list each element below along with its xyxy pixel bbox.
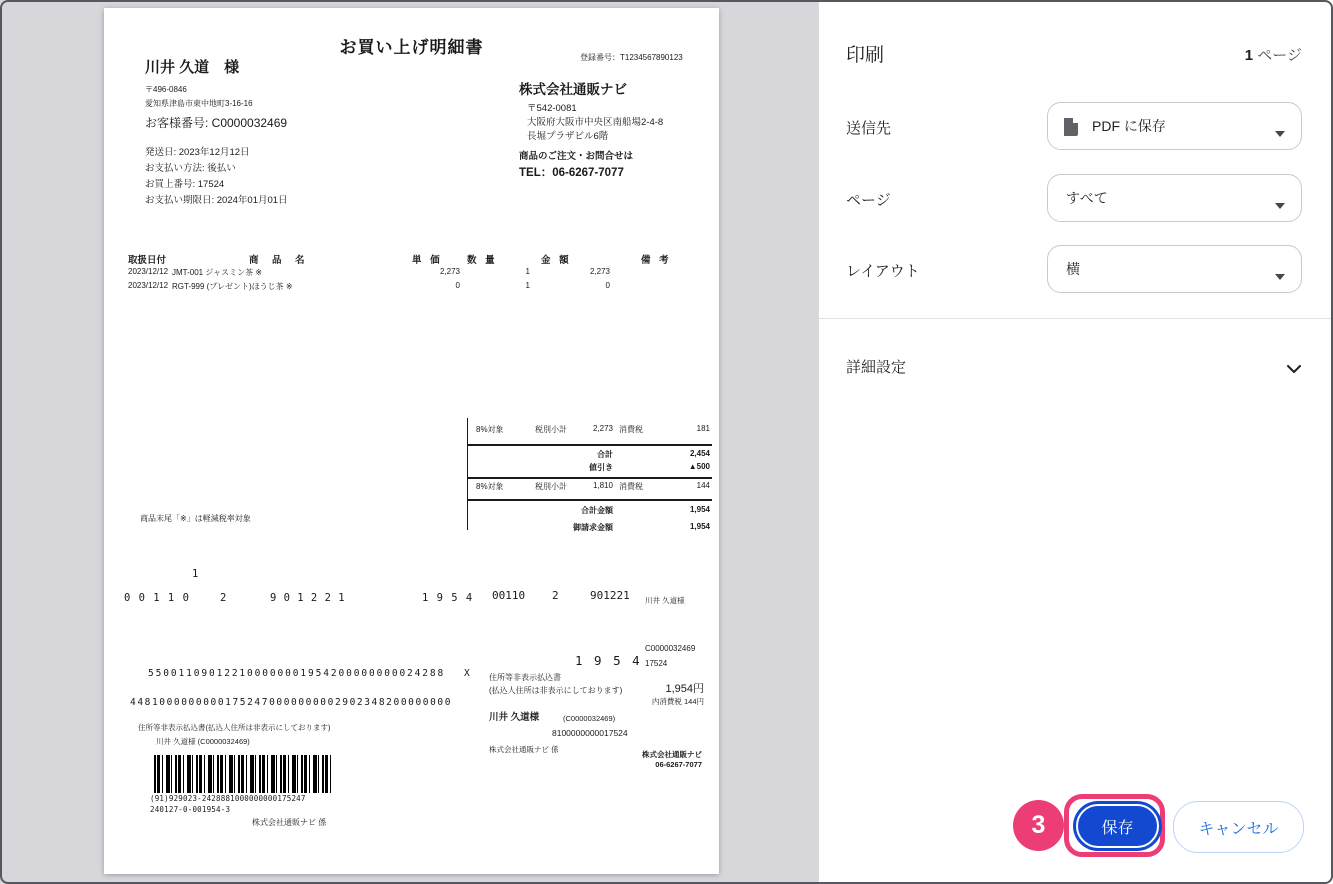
barcode-text-2: 240127-0-001954-3 (150, 805, 231, 814)
company-address2: 長堀プラザビル6階 (527, 131, 609, 142)
pages-label: ページ (846, 192, 891, 209)
customer-number: お客様番号: C0000032469 (145, 116, 288, 130)
document-page: お買い上げ明細書 登録番号：T1234567890123 川井 久道 様 〒496-0846 愛知県津島市東中地町3-16-16 お客様番号: C0000032469 発送日: 2023年12月12日 お支払い方法: 後払い お買上番号: 17524 お支払い期限日: 2024年01月01日 株式会社通販ナビ 〒542-0081 大阪府大阪市中央区南船場2-4-8 長堀プラザビル6階 商品のご注文・お問合せは TEL：06-6267-7077 取扱日付 商 品 名 単 価 数 量 金 額 備 考 2023/12/12 JMT-001 ジャスミン茶 ※ 2,273 1 2,273 2023/12/12 RGT-999 (プレゼント)ほうじ茶 ※ 0 1 0 8%対象 税別小計 2,273 消費税 181 合計 2,454 値引き ▲500 8%対象 税別小計 1,810 消費税 144 合計金額 1,954 御請求金額 1,954 商品末尾「※」は軽減税率対象 1 0 0 1 1 0 2 9 0 1 2 2 1 1 9 5 4 00110 2 901221 川井 久道様 1 9 5 4 C0000032469 17524 550011090122100000001954200000000024288 X 44810000000001752470000000002902348200000000 住所等非表示払込書 (払込人住所は非表示にしております) 1,954円 内消費税 144円 住所等非表示払込書(払込人住所は非表示にしております) 川井 久道様 (C0000032469) 川井 久道様 (C0000032469) 8100000000017524 株式会社通販ナビ 係 (91)929023-2428881000000000175247 240127-0-001954-3 株式会社通販ナビ 係 株式会社通販ナビ 06-6267-7077 (104, 8, 719, 874)
tax-summary-table: 8%対象 税別小計 2,273 消費税 181 合計 2,454 値引き ▲500 8%対象 税別小計 1,810 消費税 144 合計金額 1,954 御請求金額 1,954 (467, 418, 712, 530)
company-contact-note: 商品のご注文・お問合せは (519, 151, 634, 162)
save-button-label: 保存 (1101, 819, 1134, 837)
payment-method: お支払い方法: 後払い (145, 163, 236, 174)
col-header-date: 取扱日付 (128, 255, 167, 266)
panel-divider (819, 318, 1333, 319)
company-tel: TEL：06-6267-7077 (519, 167, 624, 179)
col-header-unit-price: 単 価 (412, 255, 443, 266)
slip-company-name: 株式会社通販ナビ (642, 750, 702, 759)
left-company-attn: 株式会社通販ナビ 係 (252, 818, 327, 827)
destination-label: 送信先 (846, 120, 892, 137)
left-slip-note: 住所等非表示払込書(払込人住所は非表示にしております) (138, 723, 331, 732)
col-header-name: 商 品 名 (249, 255, 307, 266)
annotation-step-badge: 3 (1013, 800, 1064, 851)
chevron-expand-icon (1287, 360, 1301, 378)
ocr-segment-e: 00110 (492, 589, 526, 602)
dialog-title: 印刷 (846, 45, 885, 66)
ocr-line-1-suffix: X (464, 668, 470, 679)
company-postal: 〒542-0081 (527, 103, 577, 114)
cancel-button-label: キャンセル (1198, 820, 1279, 838)
payment-due-date: お支払い期限日: 2024年01月01日 (145, 195, 288, 206)
receipt-title: お買い上げ明細書 (339, 38, 484, 57)
registration-number: 登録番号：T1234567890123 (580, 53, 683, 62)
ocr-line-2: 44810000000001752470000000002902348200000000 (130, 697, 453, 708)
ocr-digit-1: 1 (192, 568, 199, 580)
ocr-segment-g: 901221 (590, 589, 630, 602)
more-settings-row[interactable] (819, 338, 1333, 390)
ocr-segment-c: 9 0 1 2 2 1 (270, 592, 346, 604)
save-button[interactable] (1073, 801, 1162, 851)
reduced-tax-note: 商品末尾「※」は軽減税率対象 (140, 514, 251, 523)
slip-note-line1: 住所等非表示払込書 (489, 673, 561, 682)
ocr-segment-f: 2 (552, 589, 559, 602)
ship-date: 発送日: 2023年12月12日 (145, 147, 250, 158)
destination-value: PDF に保存 (1092, 118, 1166, 134)
customer-code: C0000032469 (645, 644, 696, 653)
slip-note-line2: (払込人住所は非表示にしております) (489, 686, 623, 695)
col-header-note: 備 考 (641, 255, 672, 266)
more-settings-label: 詳細設定 (846, 359, 907, 376)
chevron-down-icon (1275, 196, 1285, 214)
ocr-segment-a: 0 0 1 1 0 (124, 592, 190, 604)
print-dialog (818, 0, 1333, 884)
ocr-segment-b: 2 (220, 592, 227, 604)
customer-name: 川井 久道 様 (145, 59, 240, 76)
chevron-down-icon (1275, 124, 1285, 142)
slip-payer-code: (C0000032469) (563, 714, 616, 723)
company-name: 株式会社通販ナビ (519, 82, 627, 97)
barcode-text-1: (91)929023-2428881000000000175247 (150, 794, 306, 803)
customer-postal: 〒496-0846 (145, 85, 187, 94)
slip-company-attn: 株式会社通販ナビ 係 (489, 745, 559, 754)
payer-name-small: 川井 久道様 (645, 596, 685, 605)
page-count-label: ページ (1257, 47, 1302, 64)
pdf-document-icon (1064, 118, 1079, 141)
layout-label: レイアウト (846, 263, 920, 280)
company-address1: 大阪府大阪市中央区南船場2-4-8 (527, 117, 664, 128)
layout-select[interactable] (1047, 245, 1302, 293)
slip-company-tel: 06-6267-7077 (655, 760, 702, 769)
payment-barcode (154, 755, 331, 793)
destination-select[interactable] (1047, 102, 1302, 150)
chevron-down-icon (1275, 267, 1285, 285)
pages-select[interactable] (1047, 174, 1302, 222)
layout-value: 横 (1066, 261, 1080, 277)
page-count (1245, 44, 1302, 65)
slip-payer-name: 川井 久道様 (489, 712, 540, 723)
customer-address: 愛知県津島市東中地町3-16-16 (145, 99, 253, 108)
cancel-button[interactable] (1173, 801, 1304, 853)
ocr-segment-d: 1 9 5 4 (422, 592, 474, 604)
slip-tax-included: 内消費税 144円 (651, 697, 704, 706)
page-count-number: 1 (1244, 47, 1254, 64)
amount-digits: 1 9 5 4 (575, 653, 642, 668)
pages-value: すべて (1066, 190, 1108, 206)
order-code: 17524 (645, 659, 668, 668)
col-header-amount: 金 額 (541, 255, 572, 266)
left-slip-payer: 川井 久道様 (C0000032469) (156, 737, 250, 746)
slip-amount-yen: 1,954円 (665, 683, 704, 695)
col-header-qty: 数 量 (467, 255, 498, 266)
order-number: お買上番号: 17524 (145, 179, 225, 190)
slip-account-number: 8100000000017524 (552, 728, 628, 738)
ocr-line-1: 550011090122100000001954200000000024288 (148, 668, 446, 679)
